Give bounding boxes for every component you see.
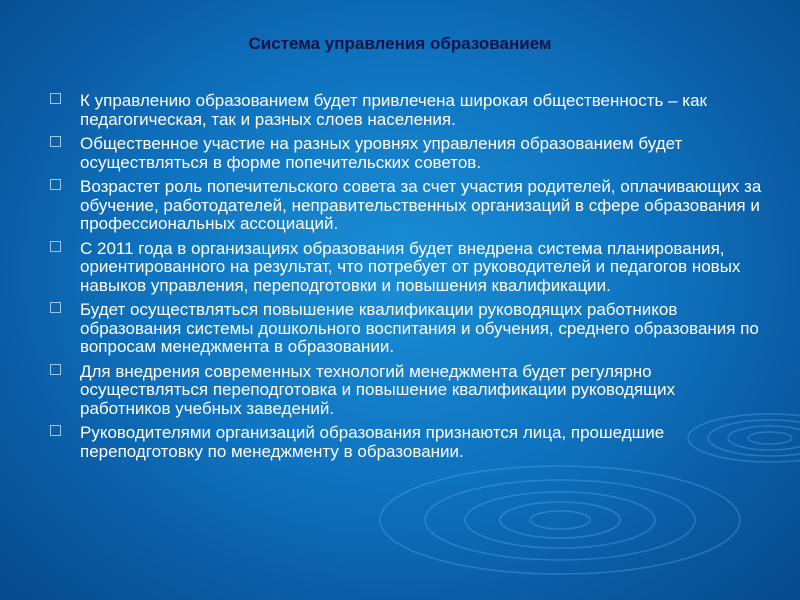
square-bullet-icon bbox=[50, 179, 61, 190]
bullet-text: Будет осуществляться повышение квалификации руководящих работников образования системы дошкольного воспитания и обучения, среднего образования по вопросам менеджмента в образовании. bbox=[80, 300, 759, 356]
list-item bbox=[50, 363, 765, 419]
square-bullet-icon bbox=[50, 136, 61, 147]
square-bullet-icon bbox=[50, 364, 61, 375]
bullet-text: Для внедрения современных технологий менеджмента будет регулярно осуществляться переподготовка и повышение квалификации руководящих работников учебных заведений. bbox=[80, 361, 676, 418]
square-bullet-icon bbox=[50, 425, 61, 436]
bullet-text: Руководителями организаций образования признаются лица, прошедшие переподготовку по менеджменту в образовании. bbox=[80, 423, 665, 461]
bullet-list bbox=[50, 92, 765, 467]
bullet-text: Общественное участие на разных уровнях управления образованием будет осуществляться в форме попечительских советов. bbox=[80, 134, 683, 172]
square-bullet-icon bbox=[50, 241, 61, 252]
list-item bbox=[50, 424, 765, 461]
list-item bbox=[50, 92, 765, 129]
list-item bbox=[50, 178, 765, 234]
list-item bbox=[50, 135, 765, 172]
square-bullet-icon bbox=[50, 93, 61, 104]
slide-title: Система управления образованием bbox=[248, 34, 552, 53]
bullet-text: С 2011 года в организациях образования будет внедрена система планирования, ориентированного на результат, что потребует от руководителей и педагогов новых навыков управления, переподготовки и повышения квалификации. bbox=[80, 238, 741, 295]
square-bullet-icon bbox=[50, 302, 61, 313]
list-item bbox=[50, 301, 765, 357]
bullet-text: Возрастет роль попечительского совета за счет участия родителей, оплачивающих за обучение, работодателей, неправительственных организаций в сфере образования и профессиональных ассоциаций. bbox=[80, 177, 762, 233]
bullet-text: К управлению образованием будет привлечена широкая общественность – как педагогическая, так и разных слоев населения. bbox=[80, 91, 707, 129]
list-item bbox=[50, 240, 765, 296]
